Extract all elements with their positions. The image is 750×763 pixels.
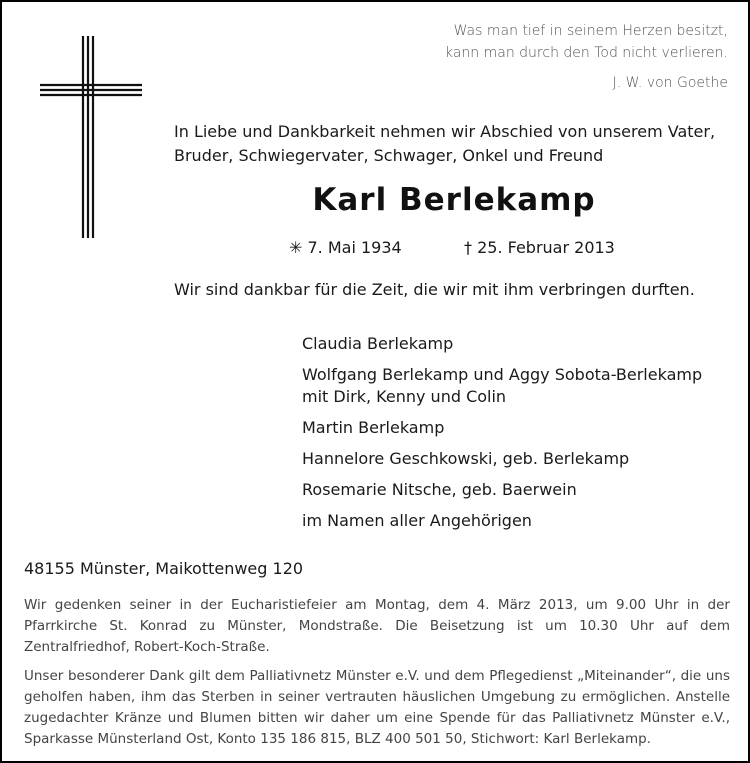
family-member-name: Wolfgang Berlekamp und Aggy Sobota-Berlekamp <box>302 365 703 384</box>
deceased-name: Karl Berlekamp <box>312 182 596 218</box>
birth-date: ✳ 7. Mai 1934 <box>289 238 402 257</box>
quote-line-2: kann man durch den Tod nicht verlieren. <box>444 45 728 61</box>
family-member: Claudia Berlekamp <box>302 334 454 353</box>
family-member: Martin Berlekamp <box>302 418 445 437</box>
family-member: Hannelore Geschkowski, geb. Berlekamp <box>302 449 630 468</box>
cross-icon <box>36 32 146 242</box>
thanks-text: Wir sind dankbar für die Zeit, die wir mit ihm verbringen durften. <box>174 280 695 299</box>
death-date: † 25. Februar 2013 <box>464 238 615 257</box>
address: 48155 Münster, Maikottenweg 120 <box>24 559 304 578</box>
quote-line-1: Was man tief in seinem Herzen besitzt, <box>453 23 728 39</box>
family-list <box>302 333 742 541</box>
family-member: Rosemarie Nitsche, geb. Baerwein <box>302 480 577 499</box>
goethe-quote <box>445 20 728 94</box>
family-member <box>302 364 742 408</box>
family-member-children: mit Dirk, Kenny und Colin <box>302 387 507 406</box>
service-info: Wir gedenken seiner in der Eucharistiefeier am Montag, dem 4. März 2013, um 9.00 Uhr in der Pfarrkirche St. Konrad zu Münster, Mondstraße. Die Beisetzung ist um 10.30 Uhr auf dem Zentralfriedhof, Robert-Koch-Straße. <box>24 597 730 655</box>
acknowledgement: Unser besonderer Dank gilt dem Palliativnetz Münster e.V. und dem Pflegedienst „Miteinander“, die uns geholfen haben, ihm das Sterben in seiner vertrauten häuslichen Umgebung zu ermöglichen. Anstelle zugedachter Kränze und Blumen bitten wir daher um eine Spende für das Palliativnetz Münster e.V., Sparkasse Münsterland Ost, Konto 135 186 815, BLZ 400 501 50, Stichwort: Karl Berlekamp. <box>24 668 730 747</box>
relatives-note: im Namen aller Angehörigen <box>302 511 532 530</box>
intro-text: In Liebe und Dankbarkeit nehmen wir Abschied von unserem Vater, Bruder, Schwiegervater, Schwager, Onkel und Freund <box>174 122 716 165</box>
quote-author: J. W. von Goethe <box>612 75 728 91</box>
